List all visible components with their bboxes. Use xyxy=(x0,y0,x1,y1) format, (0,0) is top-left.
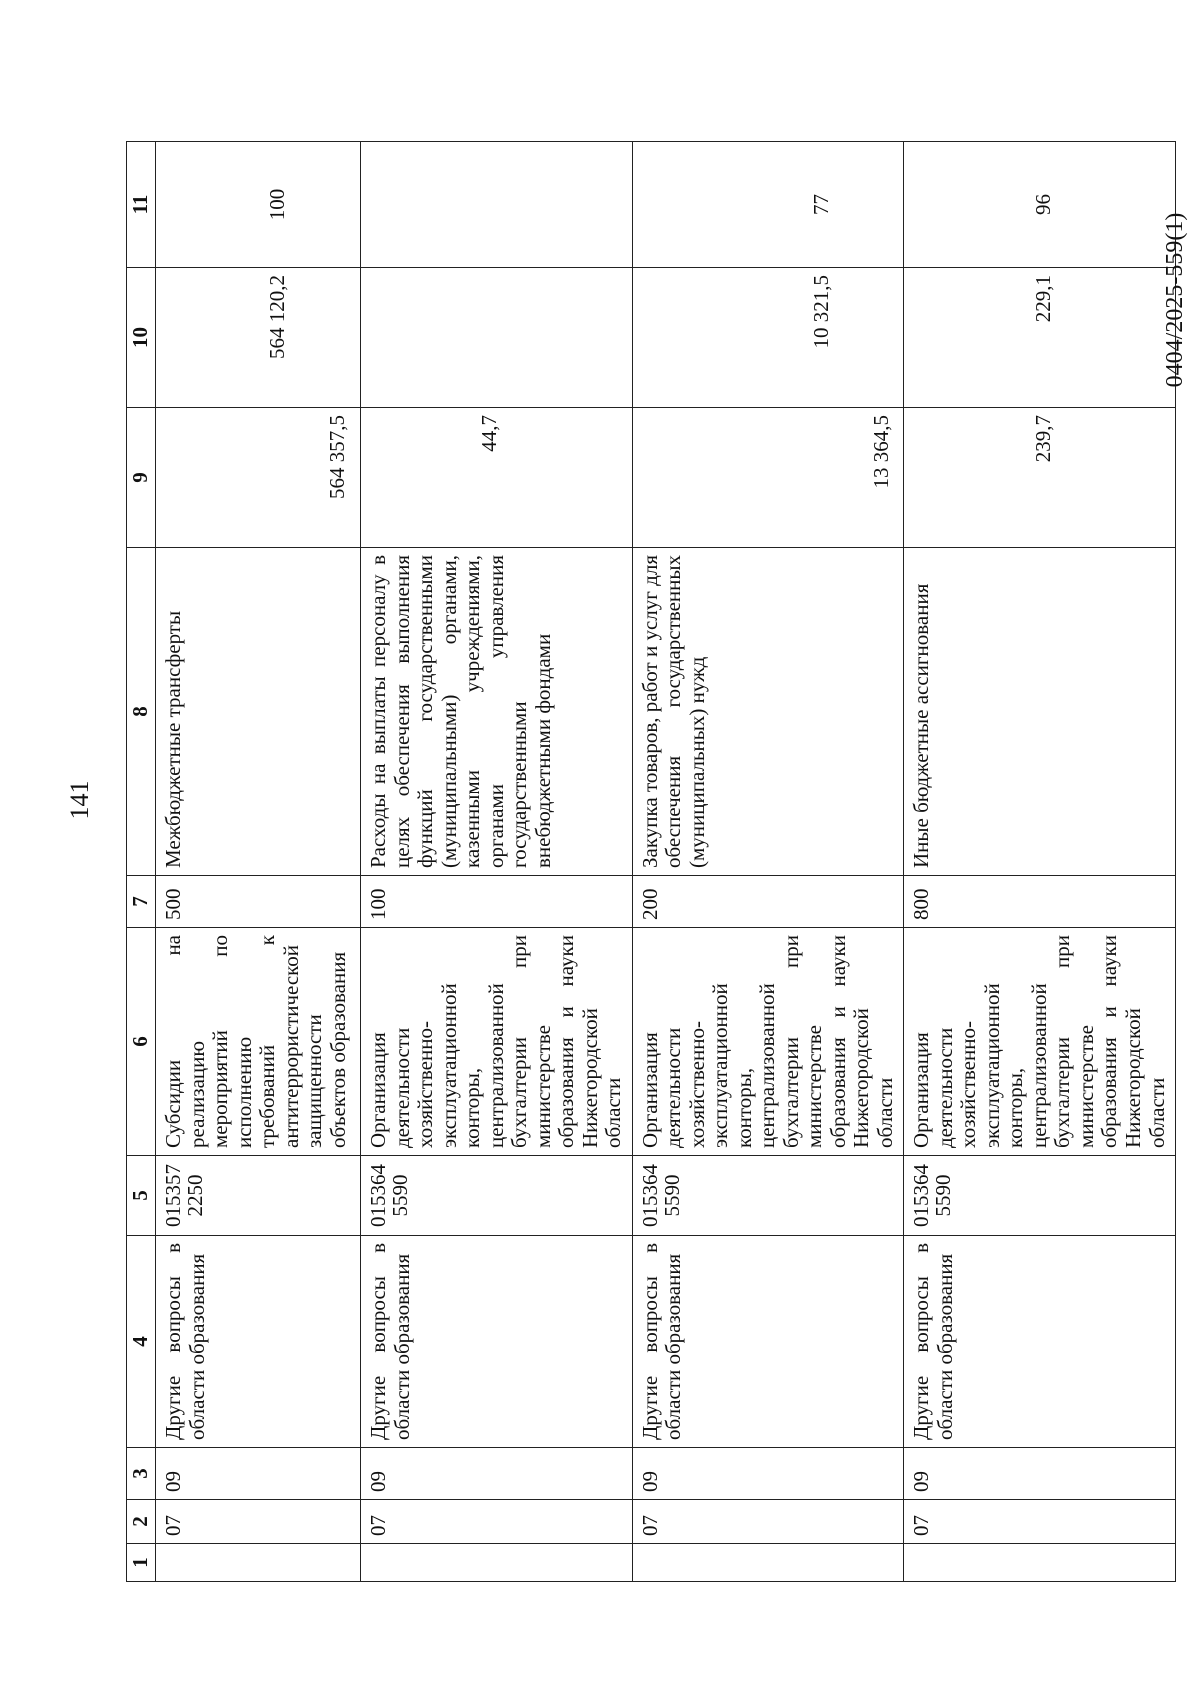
cell-expense-type-name: Межбюджетные трансферты xyxy=(156,548,361,876)
budget-table xyxy=(126,141,1176,1582)
section-name-word: в xyxy=(366,1243,390,1253)
cell-target-article xyxy=(156,1156,361,1236)
cell-section-name xyxy=(904,1236,1176,1448)
cell-execution-percent: 77 xyxy=(632,142,904,268)
cell-target-article-name: Организация деятельности хозяйственно-эксплуатационной конторы, централизованной бухгалтерии при министерстве образования и науки Нижегородской области xyxy=(904,928,1176,1156)
target-article-part-1: 015364 xyxy=(909,1164,934,1227)
cell-section-name xyxy=(632,1236,904,1448)
header-col-4: 4 xyxy=(127,1236,156,1448)
header-col-3: 3 xyxy=(127,1448,156,1500)
cell-expense-type-name: Закупка товаров, работ и услуг для обеспечения государственных (муниципальных) нужд xyxy=(632,548,904,876)
cell-section-name xyxy=(156,1236,361,1448)
table-row xyxy=(904,142,1176,1582)
section-name-line-2: области образования xyxy=(661,1253,686,1440)
cell-planned-amount: 13 364,5 xyxy=(632,408,904,548)
section-name-line-1 xyxy=(162,1243,186,1440)
cell-target-article-name: Субсидии на реализацию мероприятий по исполнению требований к антитеррористической защищенности объектов образования xyxy=(156,928,361,1156)
cell-subsection: 09 xyxy=(904,1448,1176,1500)
cell-subsection: 09 xyxy=(361,1448,633,1500)
cell-execution-percent: 100 xyxy=(156,142,361,268)
cell-actual-amount: 564 120,2 xyxy=(156,268,361,408)
section-name-word: в xyxy=(637,1243,662,1253)
target-article-part-2: 5590 xyxy=(659,1174,684,1217)
section-name-line-1 xyxy=(367,1243,391,1440)
section-name-word: в xyxy=(161,1243,185,1253)
target-article-part-2: 5590 xyxy=(931,1174,956,1217)
cell-subsection: 09 xyxy=(156,1448,361,1500)
section-name-line-2: области образования xyxy=(184,1253,209,1440)
header-col-8: 8 xyxy=(127,548,156,876)
cell-target-article-name: Организация деятельности хозяйственно-эксплуатационной конторы, централизованной бухгалтерии при министерстве образования и науки Нижегородской области xyxy=(632,928,904,1156)
cell-actual-amount: 10 321,5 xyxy=(632,268,904,408)
table-row xyxy=(632,142,904,1582)
header-col-1: 1 xyxy=(127,1544,156,1582)
section-name-word: Другие xyxy=(161,1375,185,1440)
cell-expense-type: 500 xyxy=(156,876,361,928)
header-col-2: 2 xyxy=(127,1500,156,1544)
header-col-6: 6 xyxy=(127,928,156,1156)
header-col-11: 11 xyxy=(127,142,156,268)
cell-col-1 xyxy=(632,1544,904,1582)
section-name-word: вопросы xyxy=(909,1276,934,1353)
section-name-line-2: области образования xyxy=(389,1253,414,1440)
cell-section: 07 xyxy=(156,1500,361,1544)
section-name-word: вопросы xyxy=(637,1276,662,1353)
cell-planned-amount: 44,7 xyxy=(361,408,633,548)
header-col-5: 5 xyxy=(127,1156,156,1236)
cell-planned-amount: 239,7 xyxy=(904,408,1176,548)
header-col-7: 7 xyxy=(127,876,156,928)
cell-expense-type: 100 xyxy=(361,876,633,928)
budget-table-rotated xyxy=(126,142,1169,1582)
cell-section: 07 xyxy=(904,1500,1176,1544)
cell-target-article xyxy=(632,1156,904,1236)
cell-expense-type: 200 xyxy=(632,876,904,928)
section-name-word: вопросы xyxy=(161,1276,185,1353)
cell-section-name xyxy=(361,1236,633,1448)
document-code: 0404/2025-559(1) xyxy=(1162,212,1188,388)
cell-target-article-name: Организация деятельности хозяйственно-эксплуатационной конторы, централизованной бухгалтерии при министерстве образования и науки Нижегородской области xyxy=(361,928,633,1156)
cell-actual-amount xyxy=(361,268,633,408)
section-name-line-2: области образования xyxy=(932,1253,957,1440)
cell-execution-percent: 96 xyxy=(904,142,1176,268)
section-name-line-1 xyxy=(910,1243,934,1440)
cell-col-1 xyxy=(904,1544,1176,1582)
cell-subsection: 09 xyxy=(632,1448,904,1500)
cell-planned-amount: 564 357,5 xyxy=(156,408,361,548)
page-number: 141 xyxy=(65,780,94,820)
table-row xyxy=(156,142,361,1582)
target-article-part-1: 015357 xyxy=(161,1164,185,1227)
cell-col-1 xyxy=(156,1544,361,1582)
target-article-part-2: 5590 xyxy=(388,1174,413,1217)
cell-expense-type-name: Иные бюджетные ассигнования xyxy=(904,548,1176,876)
target-article-part-1: 015364 xyxy=(637,1164,662,1227)
cell-section: 07 xyxy=(632,1500,904,1544)
section-name-word: Другие xyxy=(366,1375,390,1440)
section-name-word: в xyxy=(909,1243,934,1253)
table-row xyxy=(361,142,633,1582)
cell-actual-amount: 229,1 xyxy=(904,268,1176,408)
header-row xyxy=(127,142,156,1582)
cell-execution-percent xyxy=(361,142,633,268)
section-name-word: Другие xyxy=(909,1375,934,1440)
cell-expense-type: 800 xyxy=(904,876,1176,928)
cell-target-article xyxy=(904,1156,1176,1236)
cell-expense-type-name: Расходы на выплаты персоналу в целях обеспечения выполнения функций государственными (муниципальными) органами, казенными учреждениями, органами управления государственными внебюджетными фондами xyxy=(361,548,633,876)
cell-section: 07 xyxy=(361,1500,633,1544)
header-col-9: 9 xyxy=(127,408,156,548)
target-article-part-1: 015364 xyxy=(366,1164,390,1227)
header-col-10: 10 xyxy=(127,268,156,408)
section-name-line-1 xyxy=(639,1243,663,1440)
cell-target-article xyxy=(361,1156,633,1236)
section-name-word: вопросы xyxy=(366,1276,390,1353)
section-name-word: Другие xyxy=(637,1375,662,1440)
cell-col-1 xyxy=(361,1544,633,1582)
target-article-part-2: 2250 xyxy=(183,1174,208,1217)
